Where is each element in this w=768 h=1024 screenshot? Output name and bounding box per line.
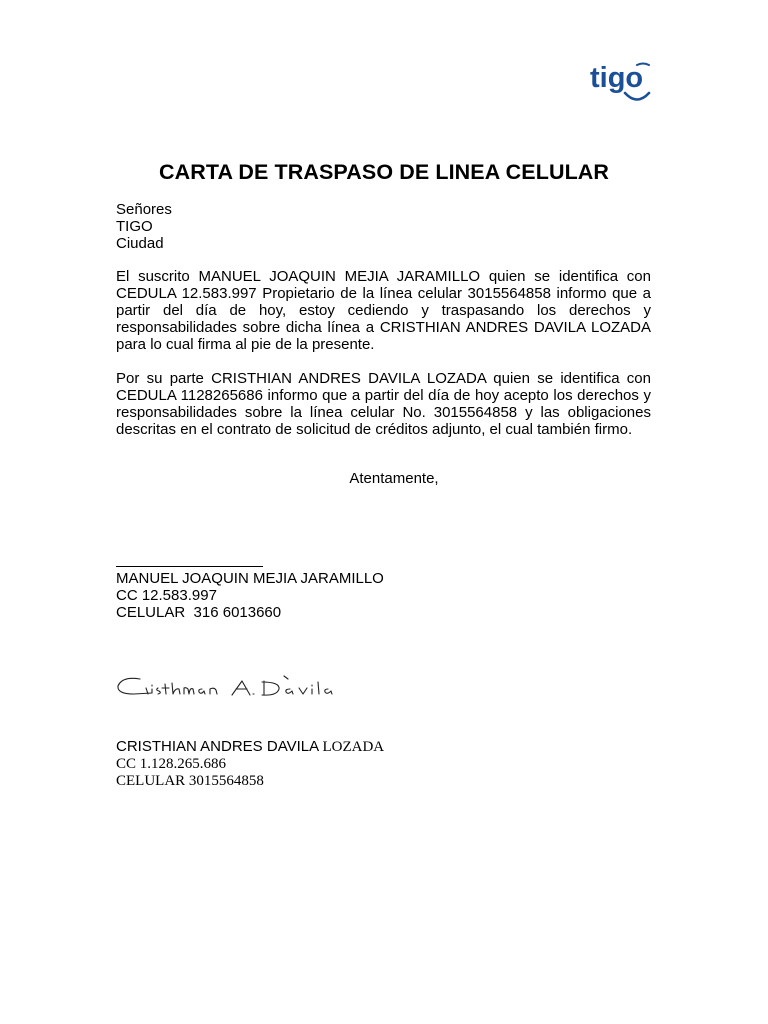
letter-title: CARTA DE TRASPASO DE LINEA CELULAR [158,160,610,184]
signer1-phone: CELULAR 316 6013660 [116,604,282,621]
tigo-logo [588,60,658,108]
signer1-block [116,570,384,621]
logo-text: tigo [590,62,644,94]
signer2-name-first: CRISTHIAN ANDRES DAVILA [116,738,319,755]
signer2-id: CC 1.128.265.686 [116,756,227,772]
signer2-name-line [116,738,384,756]
signer2-phone: CELULAR 3015564858 [116,773,264,789]
greeting-block [116,201,651,252]
greeting-line: Ciudad [116,235,164,252]
greeting-line: TIGO [116,218,153,235]
transfer-paragraph: El suscrito MANUEL JOAQUIN MEJIA JARAMILLO quien se identifica con CEDULA 12.583.997 Propietario de la línea celular 3015564858 informo que a partir del día de hoy, estoy cediendo y traspasando los derechos y responsabilidades sobre dicha línea a CRISTHIAN ANDRES DAVILA LOZADA para lo cual firma al pie de la presente. [116,268,651,353]
signer1-id: CC 12.583.997 [116,587,217,604]
signer2-block [116,738,384,790]
signer1-name: MANUEL JOAQUIN MEJIA JARAMILLO [116,570,384,587]
acceptance-paragraph: Por su parte CRISTHIAN ANDRES DAVILA LOZADA quien se identifica con CEDULA 1128265686 informo que a partir del día de hoy acepto los derechos y responsabilidades sobre la línea celular No. 3015564858 y las obligaciones descritas en el contrato de solicitud de créditos adjunto, el cual también firmo. [116,370,651,438]
handwritten-signature [112,664,382,706]
signer2-name-last: LOZADA [322,739,385,755]
greeting-line: Señores [116,201,172,218]
closing-text: Atentamente, [349,470,439,487]
signature-line [116,566,263,567]
